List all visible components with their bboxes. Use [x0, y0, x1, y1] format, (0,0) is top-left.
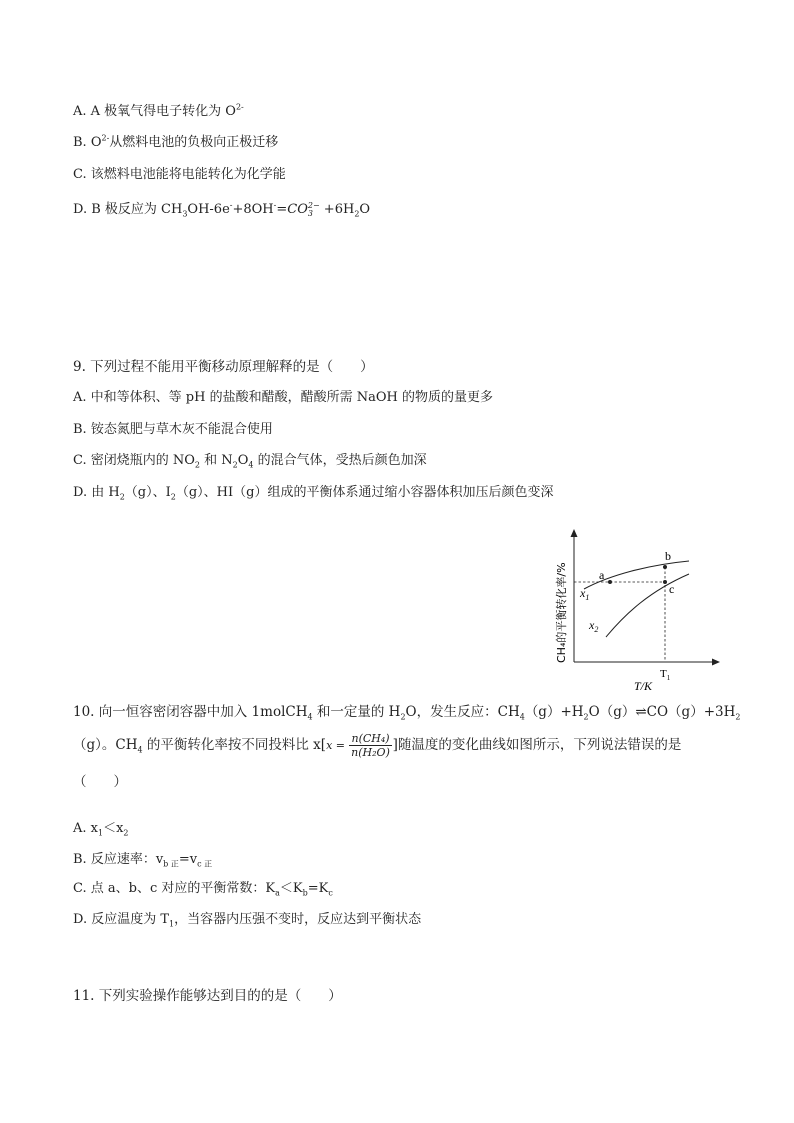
q9-option-a-text: A. 中和等体积、等 pH 的盐酸和醋酸，醋酸所需 NaOH 的物质的量更多	[73, 390, 493, 405]
q10-d-pre: D. 反应温度为 T	[73, 912, 170, 927]
q10-c-s2: b	[302, 888, 308, 898]
q8-option-a-sup: 2-	[235, 102, 244, 112]
curve-x1-label-text: x	[580, 586, 586, 600]
q9-d-sub1: 2	[119, 492, 125, 502]
q10-b-pre: B. 反应速率：v	[73, 852, 164, 867]
q8-d-ion-text: CO	[287, 202, 308, 217]
y-axis-arrow	[571, 529, 578, 537]
q10-s1-e: O（g）⇌CO（g）+3H	[588, 704, 736, 720]
q10-s1-s2: 2	[400, 712, 406, 722]
ratio-denominator: n(H₂O)	[351, 746, 390, 759]
q8-d-mid2: +8OH	[232, 202, 274, 217]
q8-d-mid4: +6H	[319, 202, 355, 217]
q11-stem	[73, 987, 342, 1005]
q9-c-mid2: O	[237, 453, 249, 468]
q9-option-d	[73, 484, 553, 502]
q9-stem	[73, 358, 374, 376]
q9-d-pre: D. 由 H	[73, 485, 120, 500]
q8-d-sup1: -	[229, 200, 233, 210]
q9-option-a	[73, 389, 493, 407]
q10-s2-a: （g）。CH	[73, 737, 138, 753]
conversion-temperature-figure	[548, 527, 728, 695]
point-a-label: a	[599, 568, 605, 582]
q8-option-d	[73, 201, 370, 219]
q10-s1-b: 和一定量的 H	[312, 704, 401, 720]
point-a-marker	[608, 580, 612, 584]
q8-d-pre: D. B 极反应为 CH	[73, 202, 183, 217]
q8-option-b-post: 从燃料电池的负极向正极迁移	[109, 135, 279, 150]
q10-b-s2: c 正	[197, 859, 213, 869]
q10-stem-line2	[73, 730, 681, 761]
q10-s2-b: 的平衡转化率按不同投料比 x[	[142, 737, 327, 753]
ratio-numerator: n(CH₄)	[351, 732, 390, 745]
q10-s1-a: 10. 向一恒容密闭容器中加入 1molCH	[73, 704, 308, 720]
point-c-label: c	[669, 582, 675, 596]
point-c-marker	[663, 580, 667, 584]
q8-option-a-text: A. A 极氧气得电子转化为 O	[73, 104, 236, 119]
x-axis-arrow	[712, 659, 720, 666]
q10-c-pre: C. 点 a、b、c 对应的平衡常数：K	[73, 881, 276, 896]
q10-s1-d: （g）+H	[524, 704, 584, 720]
q9-d-mid1: （g）、I	[124, 485, 171, 500]
q8-d-post: O	[359, 202, 371, 217]
q8-d-ion-sup: 2−	[307, 200, 320, 210]
q8-option-c	[73, 166, 286, 184]
q10-a-pre: A. x	[73, 821, 98, 836]
q10-a-mid: ＜x	[103, 821, 124, 836]
q9-c-pre: C. 密闭烧瓶内的 NO	[73, 453, 195, 468]
q9-c-mid: 和 N	[200, 453, 233, 468]
q10-c-s1: a	[275, 888, 280, 898]
q10-s2-s1: 4	[137, 745, 143, 755]
curve-x1-label	[579, 586, 589, 602]
q10-s1-c: O，发生反应：CH	[405, 704, 520, 720]
q10-a-s1: 1	[97, 828, 104, 838]
q10-a-s2: 2	[123, 828, 129, 838]
x-axis-label: T/K	[634, 679, 653, 693]
point-b-label: b	[665, 549, 671, 563]
tick-t1-label-sub: 1	[666, 674, 671, 682]
q11-stem-text: 11. 下列实验操作能够达到目的的是（ ）	[73, 988, 342, 1004]
q10-s1-s3: 4	[519, 712, 525, 722]
q9-option-b	[73, 421, 273, 439]
q8-option-b-sup: 2-	[101, 133, 110, 143]
curve-x2-label	[588, 618, 598, 634]
q9-c-post: 的混合气体，受热后颜色加深	[253, 453, 427, 468]
q10-stem-line1	[73, 703, 740, 721]
q9-stem-text: 9. 下列过程不能用平衡移动原理解释的是（ ）	[73, 359, 374, 375]
q10-option-b	[73, 851, 212, 869]
q10-s1-s5: 2	[735, 712, 741, 722]
q8-option-b-pre: B. O	[73, 135, 102, 150]
curve-x2	[606, 574, 689, 637]
q10-c-s3: c	[328, 888, 333, 898]
q10-s2-c: ]随温度的变化曲线如图所示，下列说法错误的是	[392, 737, 682, 753]
q8-d-sup2: -	[273, 200, 277, 210]
q10-option-a	[73, 820, 129, 838]
point-b-marker	[663, 565, 667, 569]
q8-d-mid1: OH-6e	[187, 202, 230, 217]
q10-b-s1: b 正	[163, 859, 179, 869]
q8-option-c-text: C. 该燃料电池能将电能转化为化学能	[73, 167, 286, 182]
q8-d-sub2: 2	[354, 209, 360, 219]
q10-s2-x: x =	[326, 739, 349, 752]
q10-d-post: ，当容器内压强不变时，反应达到平衡状态	[174, 912, 422, 927]
q10-s1-s1: 4	[307, 712, 313, 722]
curve-x1-label-sub: 1	[585, 593, 590, 602]
q9-c-sub1: 2	[194, 460, 201, 470]
q10-stem-line3	[73, 773, 127, 791]
q10-option-c	[73, 880, 333, 898]
q10-c-mid2: =K	[307, 881, 329, 896]
q9-c-sub2: 2	[232, 460, 238, 470]
curve-x2-label-text: x	[589, 618, 595, 632]
q8-d-sub1: 3	[182, 209, 188, 219]
q9-d-post: （g）、HI（g）组成的平衡体系通过缩小容器体积加压后颜色变深	[175, 485, 554, 500]
curve-x2-label-sub: 2	[594, 625, 599, 634]
y-axis-label: CH₄的平衡转化率/%	[555, 562, 568, 663]
q8-option-b	[73, 134, 278, 152]
q10-c-mid: ＜K	[279, 881, 303, 896]
q10-option-d	[73, 911, 421, 929]
ratio-fraction	[349, 732, 391, 759]
q9-option-b-text: B. 铵态氮肥与草木灰不能混合使用	[73, 422, 273, 437]
q8-d-mid3: =	[276, 202, 288, 217]
q10-s1-s4: 2	[583, 712, 589, 722]
q9-c-sub3: 4	[248, 460, 254, 470]
q9-option-c	[73, 452, 427, 470]
q8-d-ion-sub: 3	[307, 208, 313, 218]
tick-t1-label-text: T	[660, 668, 667, 680]
q8-d-ion	[287, 202, 319, 217]
q10-b-mid: =v	[178, 852, 198, 867]
tick-t1-label	[660, 668, 671, 682]
q10-d-s1: 1	[169, 919, 175, 929]
q10-s3: （ ）	[73, 774, 127, 790]
q9-d-sub2: 2	[170, 492, 176, 502]
q8-option-a	[73, 103, 244, 121]
